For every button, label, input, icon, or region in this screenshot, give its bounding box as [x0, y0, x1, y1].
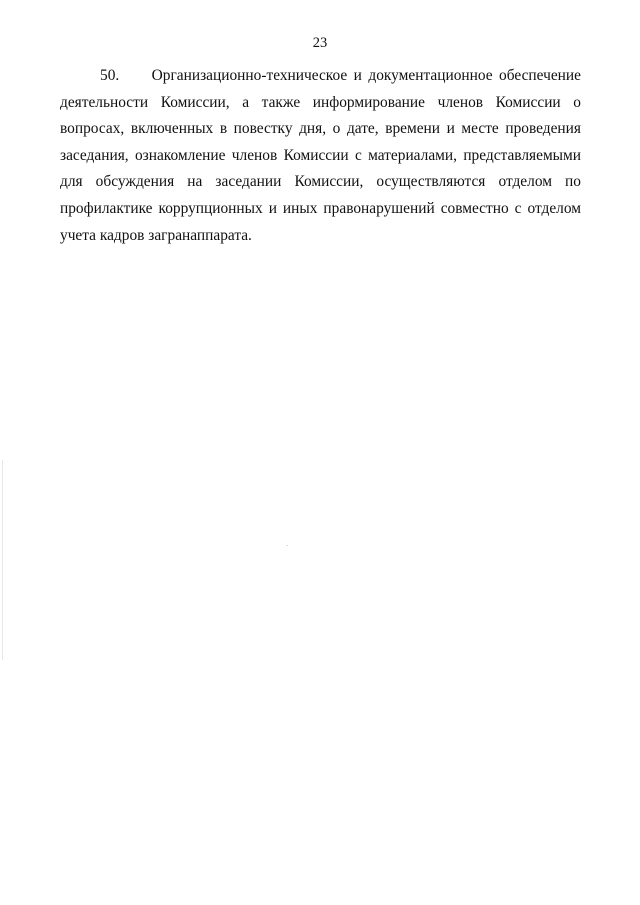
paragraph-text: Организационно-техническое и документационное обеспечение деятельности Комиссии, а также информирование членов Комиссии о вопросах, включенных в повестку дня, о дате, времени и месте проведения заседания, ознакомление членов Комиссии с материалами, представляемыми для обсуждения на заседании Комиссии, осуществляются отделом по профилактике коррупционных и иных правонарушений совместно с отделом учета кадров загранаппарата.	[60, 67, 581, 244]
paragraph-50	[60, 63, 581, 249]
scan-artifact-line	[2, 460, 3, 660]
page-number: 23	[312, 35, 328, 51]
paragraph-number: 50.	[100, 67, 120, 84]
scan-artifact-dot	[286, 545, 288, 546]
